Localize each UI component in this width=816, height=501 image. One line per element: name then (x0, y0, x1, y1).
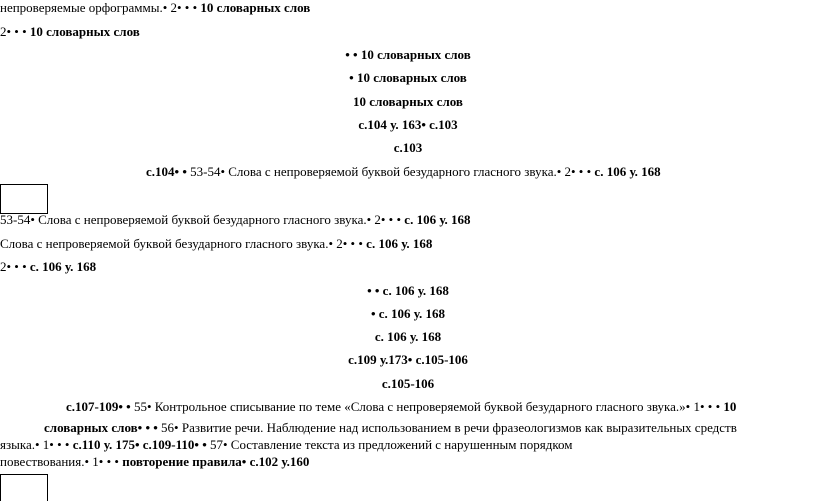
line-17-bold: с.107-109• • (66, 399, 134, 414)
line-7-bold: с.103 (393, 140, 423, 155)
line-17 (66, 399, 736, 414)
line-2-text: 2• • • (0, 24, 30, 39)
line-13 (0, 306, 816, 321)
line-12 (0, 283, 816, 298)
line-15 (0, 352, 816, 367)
line-11-bold: с. 106 у. 168 (29, 259, 97, 274)
line-14-bold: с. 106 у. 168 (374, 329, 442, 344)
empty-frame-top (0, 184, 48, 214)
line-4 (0, 70, 816, 85)
line-8-bold-end: с. 106 у. 168 (594, 164, 661, 179)
line-10-bold: с. 106 у. 168 (366, 236, 433, 251)
line-8-text: 53-54• Слова с непроверяемой буквой безударного гласного звука.• 2• • • (190, 164, 595, 179)
line-8 (146, 164, 661, 179)
line-3-bold: • • 10 словарных слов (345, 47, 471, 62)
line-3 (0, 47, 816, 62)
line-9-bold: с. 106 у. 168 (404, 212, 471, 227)
line-5-bold: 10 словарных слов (353, 94, 463, 109)
line-11-text: 2• • • (0, 259, 30, 274)
line-20-bold: повторение правила• с.102 у.160 (122, 454, 310, 469)
line-17-bold-end: 10 (723, 399, 737, 414)
line-12-bold: • • с. 106 у. 168 (367, 283, 449, 298)
line-19 (0, 437, 572, 452)
line-4-bold: • 10 словарных слов (349, 70, 467, 85)
line-19-text: языка.• 1• • • (0, 437, 73, 452)
line-20 (0, 454, 309, 469)
line-17-text: 55• Контрольное списывание по теме «Слова с непроверяемой буквой безударного гласного звука.»• 1• • • (133, 399, 724, 414)
line-20-text: повествования.• 1• • • (0, 454, 123, 469)
line-5 (0, 94, 816, 109)
line-6 (0, 117, 816, 132)
line-7 (0, 140, 816, 155)
line-1 (0, 0, 310, 15)
line-1-bold: 10 словарных слов (200, 0, 311, 15)
line-10 (0, 236, 432, 251)
line-15-bold: с.109 у.173• с.105-106 (348, 352, 468, 367)
line-18-bold: словарных слов• • • (44, 420, 162, 435)
line-11 (0, 259, 96, 274)
line-2 (0, 24, 140, 39)
line-18-text: 56• Развитие речи. Наблюдение над использованием в речи фразеологизмов как выразительных средств (161, 420, 737, 435)
line-1-text: непроверяемые орфограммы.• 2• • • (0, 0, 201, 15)
line-19-bold: с.110 у. 175• с.109-110• • (72, 437, 210, 452)
line-10-text: Слова с непроверяемой буквой безударного гласного звука.• 2• • • (0, 236, 367, 251)
line-9-text: 53-54• Слова с непроверяемой буквой безударного гласного звука.• 2• • • (0, 212, 405, 227)
line-16 (0, 376, 816, 391)
line-16-bold: с.105-106 (381, 376, 435, 391)
line-18 (44, 420, 737, 435)
line-9 (0, 212, 471, 227)
line-13-bold: • с. 106 у. 168 (370, 306, 446, 321)
line-6-bold: с.104 у. 163• с.103 (358, 117, 458, 132)
line-19-text-end: 57• Составление текста из предложений с нарушенным порядком (210, 437, 573, 452)
empty-frame-bottom (0, 474, 48, 501)
line-2-bold: 10 словарных слов (29, 24, 140, 39)
line-8-bold: с.104• • (146, 164, 191, 179)
line-14 (0, 329, 816, 344)
